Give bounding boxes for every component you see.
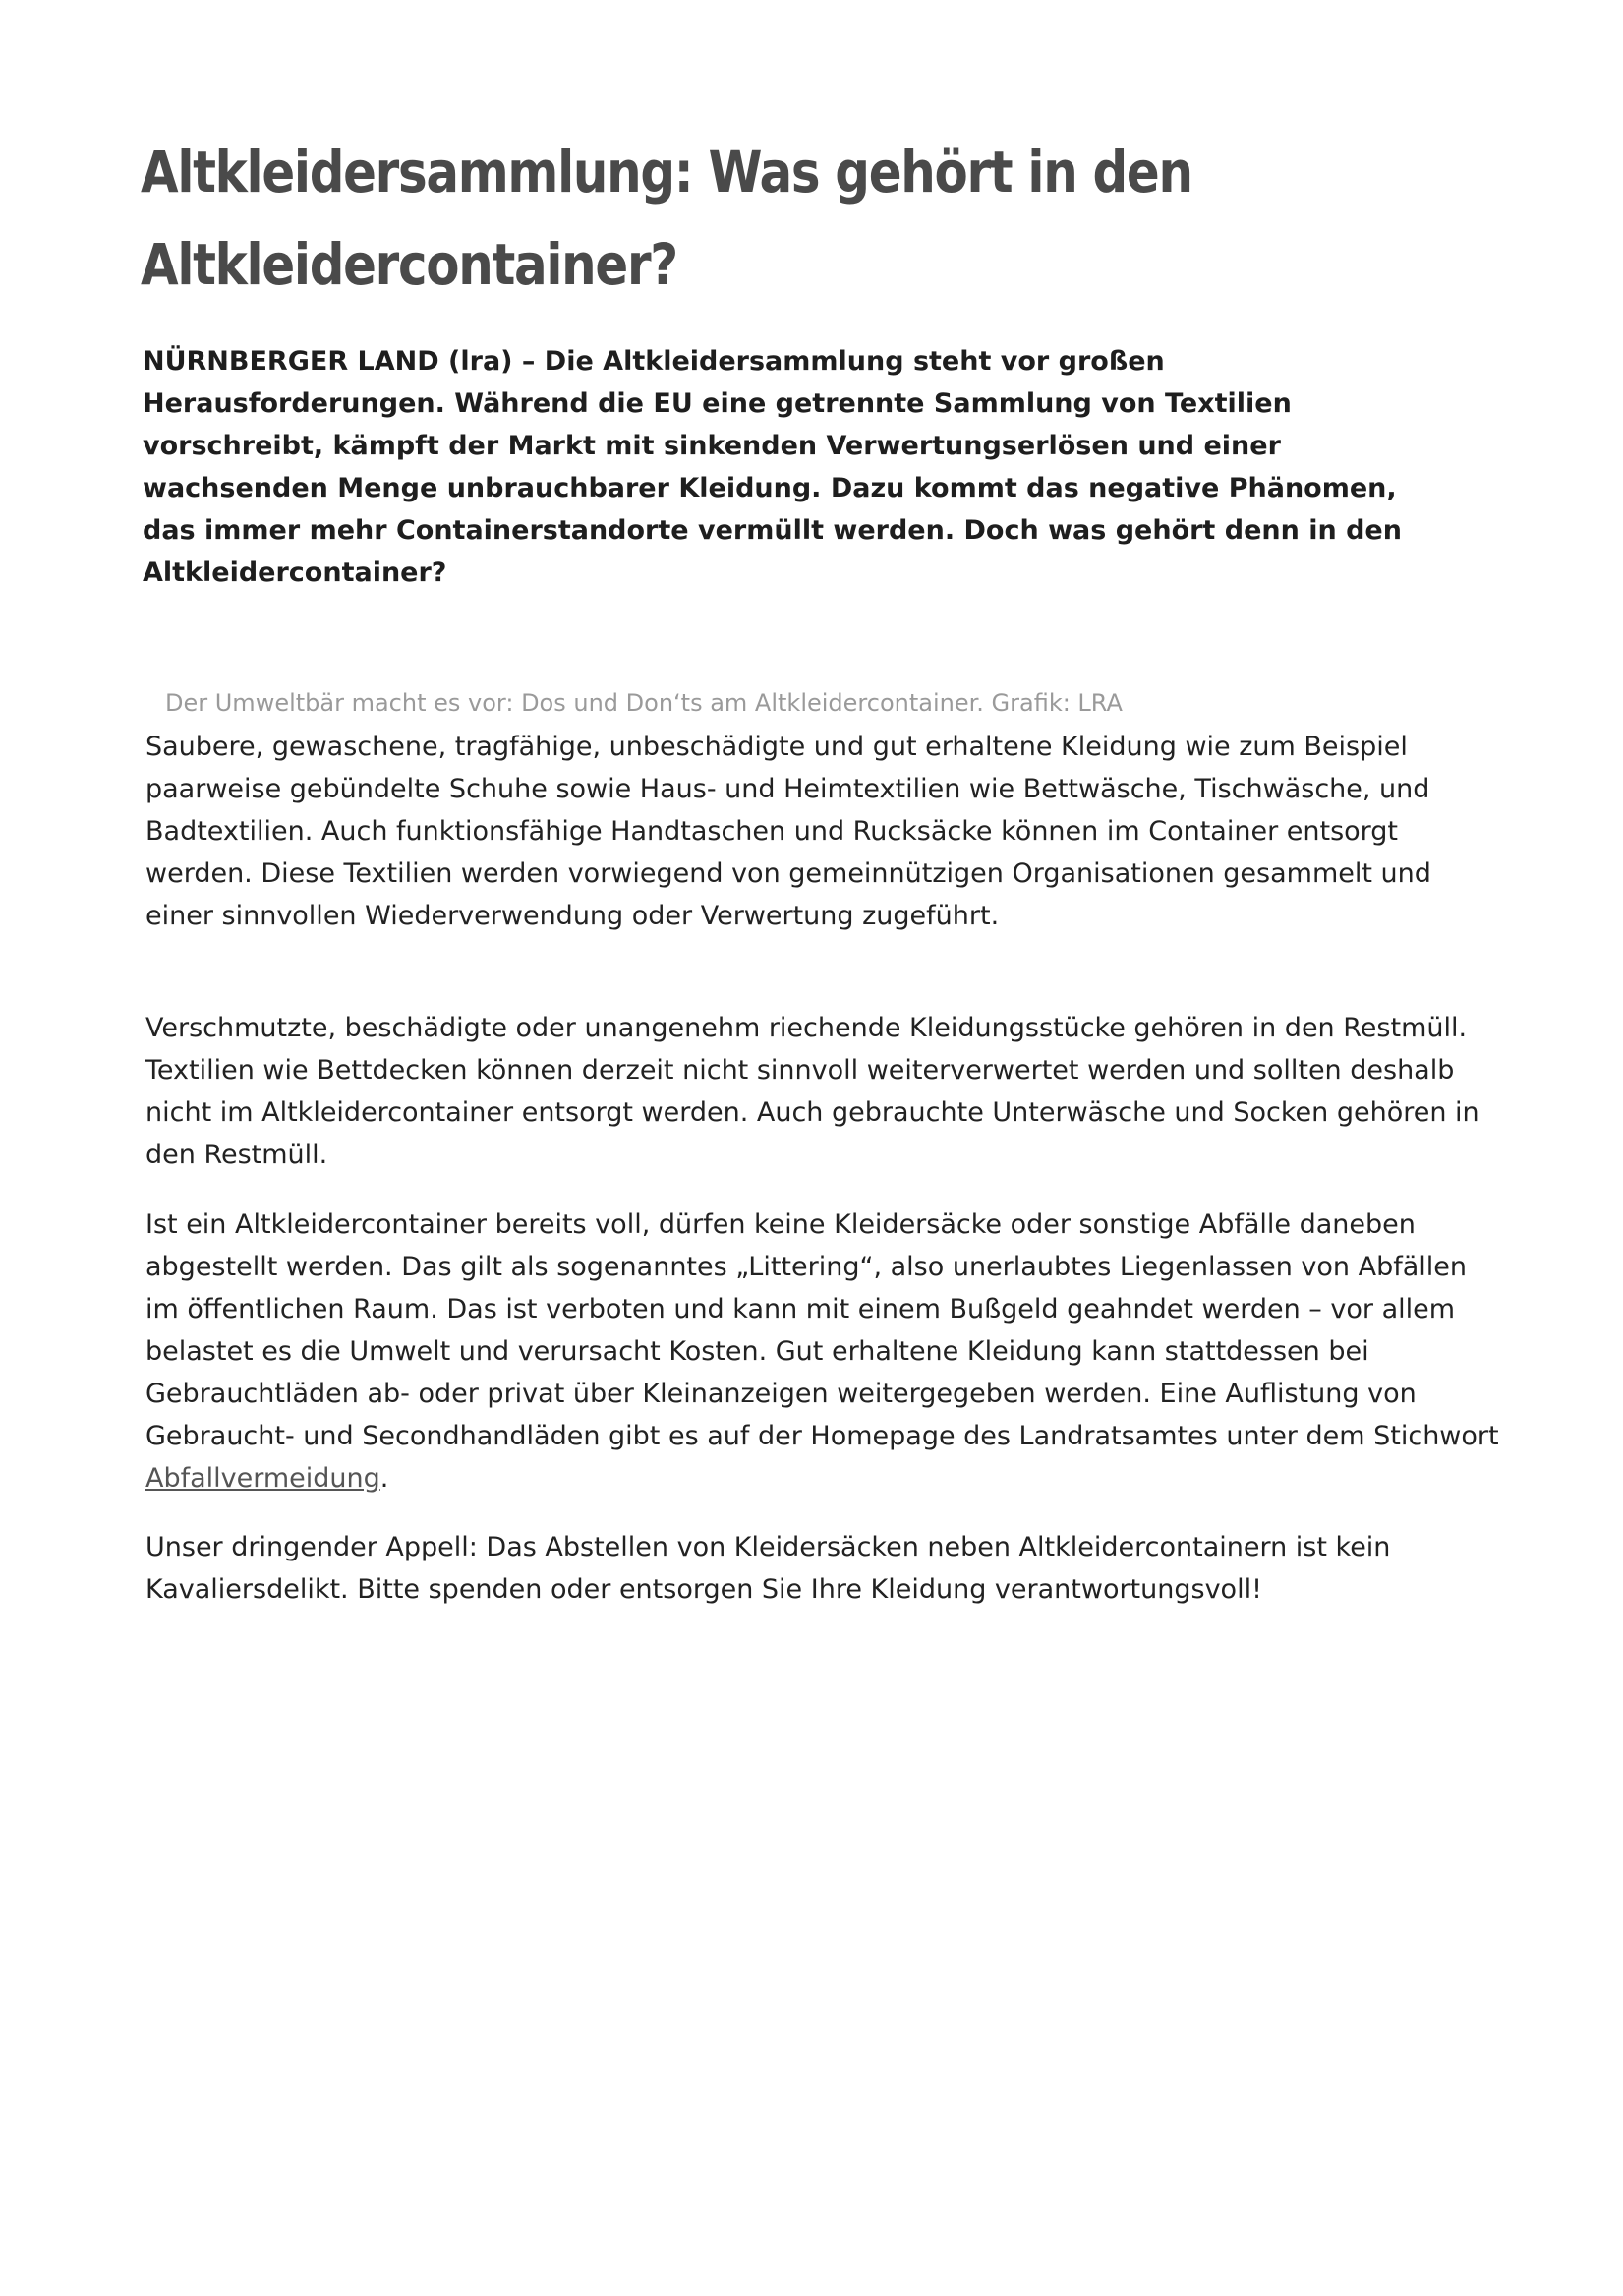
paragraph-appeal: Unser dringender Appell: Das Abstellen von Kleidersäcken neben Altkleidercontainern ist kein Kavaliersdelikt. Bitte spenden oder entsorgen Sie Ihre Kleidung verantwortungsvoll! [145, 1532, 1391, 1605]
paragraph-littering-text: Ist ein Altkleidercontainer bereits voll, dürfen keine Kleidersäcke oder sonstige Abfälle daneben abgestellt werden. Das gilt als sogenanntes „Littering“, also unerlaubtes Liegenlassen von Abfällen im öffentlichen Raum. Das ist verboten und kann mit einem Bußgeld geahndet werden – vor allem belastet es die Umwelt und verursacht Kosten. Gut erhaltene Kleidung kann stattdessen bei Gebrauchtläden ab- oder privat über Kleinanzeigen weitergegeben werden. Eine Auflistung von Gebraucht- und Secondhandläden gibt es auf der Homepage des Landratsamtes unter dem Stichwort [145, 1209, 1499, 1451]
paragraph-littering [145, 1204, 1507, 1500]
article-lead: NÜRNBERGER LAND (lra) – Die Altkleidersammlung steht vor großen Herausforderungen. Während die EU eine getrennte Sammlung von Textilien vorschreibt, kämpft der Markt mit sinkenden Verwertungserlösen und einer wachsenden Menge unbrauchbarer Kleidung. Dazu kommt das negative Phänomen, das immer mehr Containerstandorte vermüllt werden. Doch was gehört denn in den Altkleidercontainer? [143, 346, 1402, 588]
paragraph-what-belongs: Saubere, gewaschene, tragfähige, unbeschädigte und gut erhaltene Kleidung wie zum Beispiel paarweise gebündelte Schuhe sowie Haus- und Heimtextilien wie Bettwäsche, Tischwäsche, und Badtextilien. Auch funktionsfähige Handtaschen und Rucksäcke können im Container entsorgt werden. Diese Textilien werden vorwiegend von gemeinnützigen Organisationen gesammelt und einer sinnvollen Wiederverwendung oder Verwertung zugeführt. [145, 732, 1431, 931]
abfallvermeidung-link[interactable]: Abfallvermeidung [145, 1463, 380, 1494]
image-caption: Der Umweltbär macht es vor: Dos und Don‘ts am Altkleidercontainer. Grafik: LRA [165, 689, 1123, 717]
paragraph-littering-end: . [379, 1463, 389, 1494]
article-title: Altkleidersammlung: Was gehört in den Altkleidercontainer? [141, 139, 1192, 298]
paragraph-residual-waste: Verschmutzte, beschädigte oder unangenehm riechende Kleidungsstücke gehören in den Restmüll. Textilien wie Bettdecken können derzeit nicht sinnvoll weiterverwertet werden und sollten deshalb nicht im Altkleidercontainer entsorgt werden. Auch gebrauchte Unterwäsche und Socken gehören in den Restmüll. [145, 1013, 1479, 1170]
